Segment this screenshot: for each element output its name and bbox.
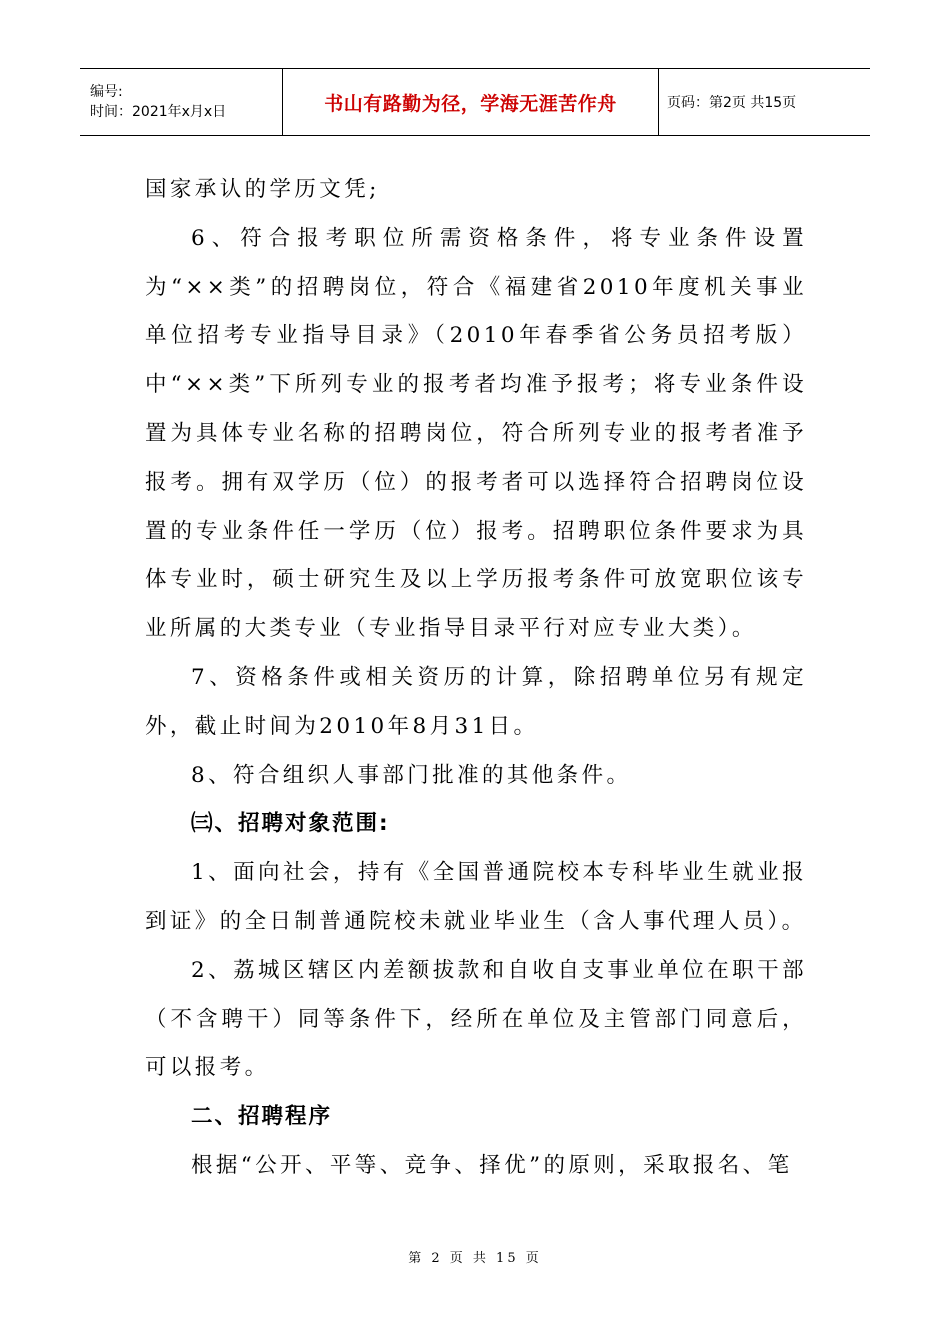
document-number-label: 编号: xyxy=(90,84,123,100)
header-page-cell xyxy=(659,69,870,135)
paragraph: 根据“公开、平等、竞争、择优”的原则，采取报名、笔 xyxy=(191,1152,793,1178)
document-body xyxy=(145,166,807,1191)
page-footer: 第 2 页 共 15 页 xyxy=(408,1251,542,1266)
section-heading: 二、招聘程序 xyxy=(191,1104,333,1130)
document-date-label: 时间：2021年x月x日 xyxy=(90,104,227,120)
paragraph: 7、资格条件或相关资历的计算，除招聘单位另有规定外，截止时间为2010年8月31日。 xyxy=(145,664,807,739)
paragraph: 2、荔城区辖区内差额拔款和自收自支事业单位在职干部（不含聘干）同等条件下，经所在单位及主管部门同意后，可以报考。 xyxy=(145,957,807,1081)
paragraph: 6、符合报考职位所需资格条件，将专业条件设置为“××类”的招聘岗位，符合《福建省2010年度机关事业单位招考专业指导目录》（2010年春季省公务员招考版）中“××类”下所列专业的报考者均准予报考；将专业条件设置为具体专业名称的招聘岗位，符合所列专业的报考者准予报考。拥有双学历（位）的报考者可以选择符合招聘岗位设置的专业条件任一学历（位）报考。招聘职位条件要求为具体专业时，硕士研究生及以上学历报考条件可放宽职位该专业所属的大类专业（专业指导目录平行对应专业大类）。 xyxy=(145,225,807,642)
header-meta xyxy=(80,69,283,135)
header-page-number: 页码：第2页 共15页 xyxy=(667,95,797,111)
paragraph: 1、面向社会，持有《全国普通院校本专科毕业生就业报到证》的全日制普通院校未就业毕业生（含人事代理人员）。 xyxy=(145,860,807,934)
header-motto-cell xyxy=(283,69,659,135)
paragraph: 国家承认的学历文凭; xyxy=(145,177,380,202)
section-heading: ㈢、招聘对象范围: xyxy=(191,811,390,837)
header-motto: 书山有路勤为径，学海无涯苦作舟 xyxy=(324,92,617,115)
paragraph: 8、符合组织人事部门批准的其他条件。 xyxy=(191,762,632,788)
document-header xyxy=(80,68,870,136)
